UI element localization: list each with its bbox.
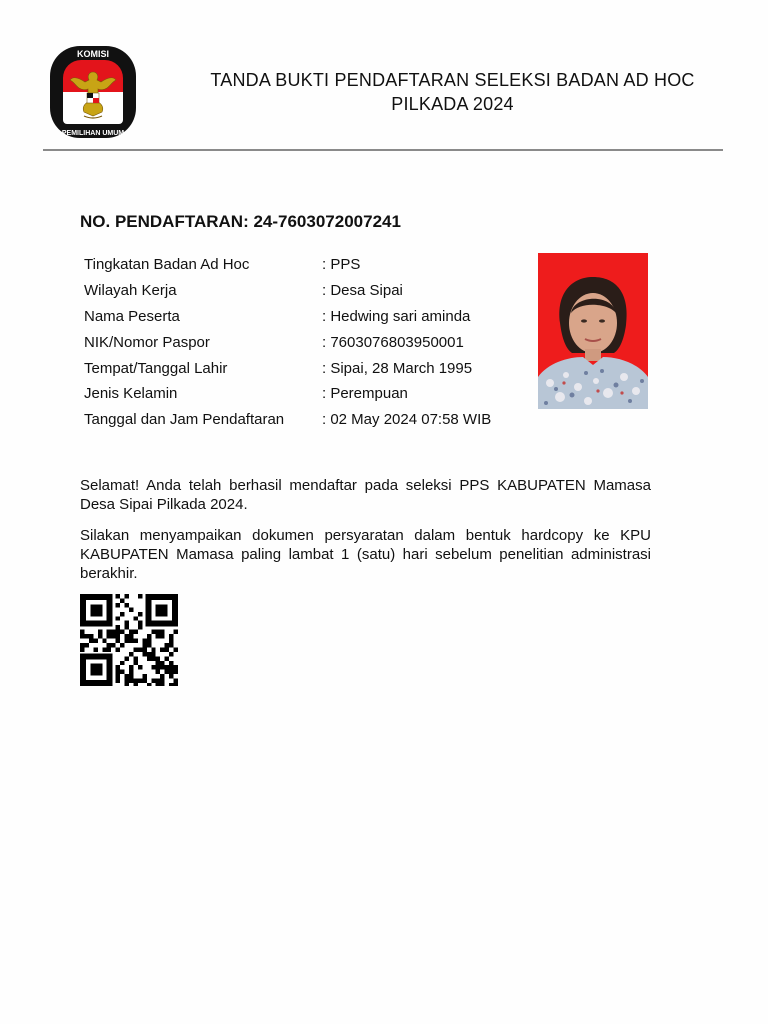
registration-number: NO. PENDAFTARAN: 24-7603072007241 bbox=[80, 212, 401, 231]
info-value: : PPS bbox=[322, 256, 361, 274]
info-label: Nama Peserta bbox=[84, 307, 180, 325]
info-label: Tanggal dan Jam Pendaftaran bbox=[84, 411, 285, 429]
info-row bbox=[80, 329, 495, 355]
info-row bbox=[80, 407, 495, 433]
info-value: : Hedwing sari aminda bbox=[322, 307, 471, 325]
info-value: : 02 May 2024 07:58 WIB bbox=[322, 411, 492, 429]
kpu-logo bbox=[46, 42, 140, 142]
instruction-message: Silakan menyampaikan dokumen persyaratan dalam bentuk hardcopy ke KPU KABUPATEN Mamasa paling lambat 1 (satu) hari sebelum penelitian administrasi berakhir. bbox=[80, 527, 651, 582]
participant-photo bbox=[538, 253, 648, 409]
info-row bbox=[80, 304, 495, 330]
info-value: : Sipai, 28 March 1995 bbox=[322, 359, 473, 377]
logo-text-top: KOMISI bbox=[76, 49, 110, 59]
info-row bbox=[80, 355, 495, 381]
info-label: Tingkatan Badan Ad Hoc bbox=[84, 256, 250, 274]
document-title-line2: PILKADA 2024 bbox=[391, 94, 514, 114]
document-title bbox=[180, 68, 725, 116]
document-title-line1: TANDA BUKTI PENDAFTARAN SELEKSI BADAN AD HOC bbox=[210, 70, 695, 90]
header-divider bbox=[43, 149, 723, 151]
info-row bbox=[80, 381, 495, 407]
congratulation-message: Selamat! Anda telah berhasil mendaftar pada seleksi PPS KABUPATEN Mamasa Desa Sipai Pilkada 2024. bbox=[80, 477, 651, 513]
participant-info-table bbox=[80, 252, 495, 433]
info-label: Jenis Kelamin bbox=[84, 385, 178, 403]
info-row bbox=[80, 252, 495, 278]
info-label: Wilayah Kerja bbox=[84, 282, 177, 300]
info-row bbox=[80, 278, 495, 304]
info-value: : Perempuan bbox=[322, 385, 408, 403]
logo-text-bottom: PEMILIHAN UMUM bbox=[61, 130, 125, 137]
qr-code bbox=[80, 594, 178, 686]
info-value: : Desa Sipai bbox=[322, 282, 403, 300]
info-label: Tempat/Tanggal Lahir bbox=[84, 359, 228, 377]
info-label: NIK/Nomor Paspor bbox=[84, 333, 210, 351]
info-value: : 7603076803950001 bbox=[322, 333, 464, 351]
